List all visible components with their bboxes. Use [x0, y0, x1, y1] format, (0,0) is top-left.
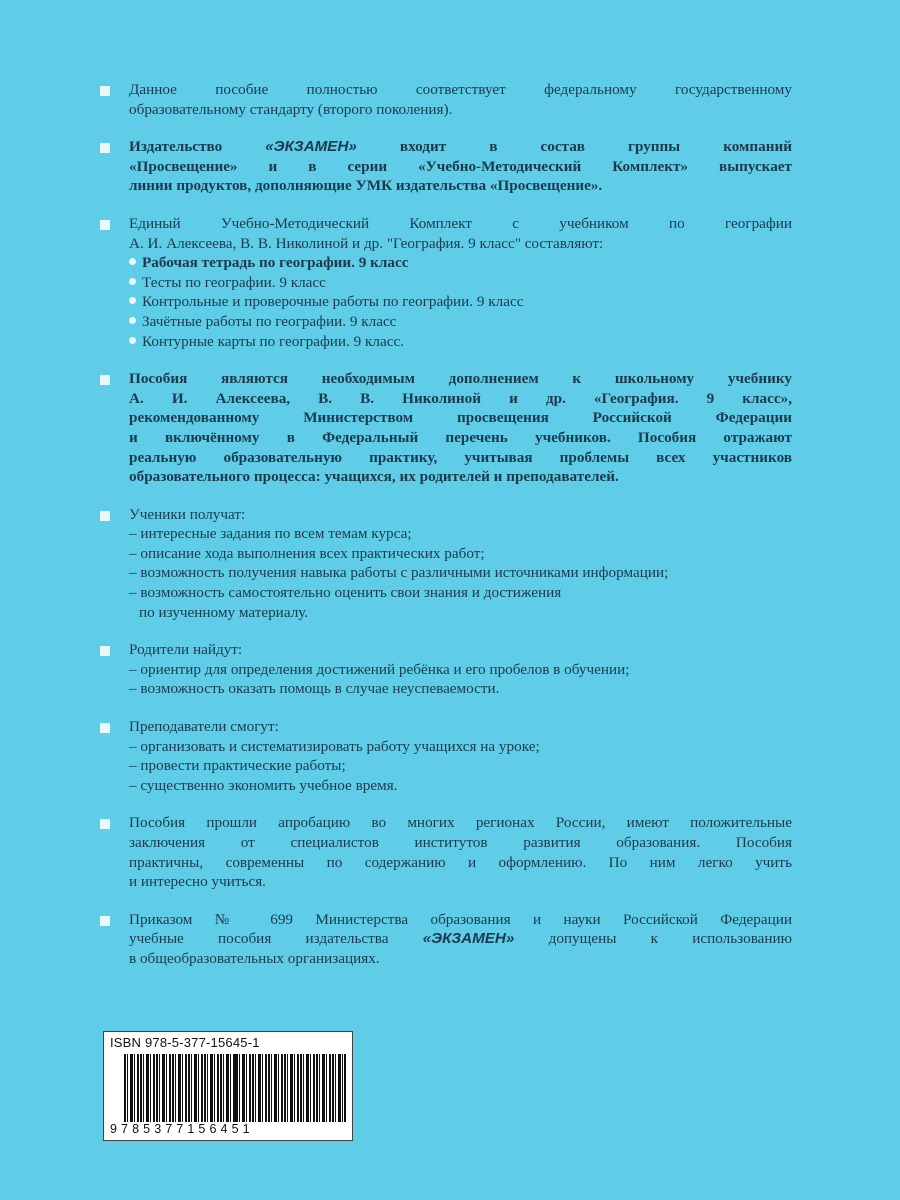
text-line: А. И. Алексеева, В. В. Николиной и др. «География. 9 класс», [129, 389, 792, 407]
text-line: рекомендованному Министерством просвещения Российской Федерации [129, 409, 792, 427]
list-item: – возможность получения навыка работы с различными источниками информации; [129, 564, 669, 582]
section-students [100, 505, 792, 623]
text-fragment: входит в состав группы компаний [356, 138, 792, 156]
list-item: – организовать и систематизировать работу учащихся на уроке; [129, 737, 540, 755]
text-line: Единый Учебно-Методический Комплект с учебником по географии [129, 214, 792, 232]
list-item [129, 273, 792, 293]
square-bullet-icon [100, 916, 110, 926]
publisher-brand: «ЭКЗАМЕН» [265, 138, 357, 156]
list-item-label: Рабочая тетрадь по географии. 9 класс [142, 254, 409, 272]
round-bullet-icon [129, 337, 136, 344]
section-supplement [100, 369, 792, 487]
cover-text [100, 80, 792, 987]
section-heading: Преподаватели смогут: [129, 718, 279, 736]
isbn-label: ISBN 978-5-377-15645-1 [110, 1035, 260, 1050]
list-item [129, 312, 792, 332]
list-item: – существенно экономить учебное время. [129, 776, 398, 794]
list-item-label: Контрольные и проверочные работы по географии. 9 класс [142, 293, 524, 311]
list-item-label: Контурные карты по географии. 9 класс. [142, 332, 405, 350]
barcode-digits: 9785377156451 [110, 1122, 350, 1136]
text-line: в общеобразовательных организациях. [129, 949, 380, 967]
text-line: заключения от специалистов институтов развития образования. Пособия [129, 834, 792, 851]
section-umk-list [100, 214, 792, 351]
list-item-label: Тесты по географии. 9 класс [142, 273, 326, 291]
publisher-brand: «ЭКЗАМЕН» [422, 930, 515, 948]
barcode-guard-right [344, 1054, 346, 1132]
square-bullet-icon [100, 819, 110, 829]
text-line: линии продуктов, дополняющие УМК издательства «Просвещение». [129, 177, 603, 195]
section-heading: Ученики получат: [129, 505, 246, 523]
section-standard [100, 80, 792, 119]
barcode [110, 1054, 346, 1136]
section-publisher [100, 137, 792, 196]
list-item: – возможность оказать помощь в случае неуспеваемости. [129, 680, 500, 698]
text-fragment: учебные пособия издательства [129, 930, 423, 948]
section-teachers [100, 717, 792, 795]
round-bullet-icon [129, 297, 136, 304]
text-fragment: Издательство [129, 138, 266, 156]
round-bullet-icon [129, 317, 136, 324]
list-item: – описание хода выполнения всех практических работ; [129, 544, 485, 562]
text-line: практичны, современны по содержанию и оформлению. По ним легко учить [129, 853, 792, 871]
section-order [100, 910, 792, 969]
section-heading: Родители найдут: [129, 641, 243, 659]
square-bullet-icon [100, 646, 110, 656]
text-line: образовательного процесса: учащихся, их родителей и преподавателей. [129, 468, 619, 486]
section-parents [100, 640, 792, 699]
round-bullet-icon [129, 258, 136, 265]
square-bullet-icon [100, 143, 110, 153]
round-bullet-icon [129, 278, 136, 285]
list-item-continuation: по изученному материалу. [139, 603, 309, 621]
text-line: Данное пособие полностью соответствует федеральному государственному [129, 81, 792, 98]
list-item [129, 292, 792, 312]
list-item [129, 253, 792, 273]
list-item: – интересные задания по всем темам курса; [129, 525, 412, 543]
square-bullet-icon [100, 511, 110, 521]
square-bullet-icon [100, 375, 110, 385]
text-line: Приказом № 699 Министерства образования и науки Российской Федерации [129, 910, 792, 928]
square-bullet-icon [100, 220, 110, 230]
text-line [129, 929, 792, 949]
text-line: образовательному стандарту (второго поколения). [129, 100, 453, 118]
text-line: и включённому в Федеральный перечень учебников. Пособия отражают [129, 428, 792, 446]
list-item: – провести практические работы; [129, 757, 346, 775]
section-approbation [100, 813, 792, 891]
square-bullet-icon [100, 723, 110, 733]
list-item: – ориентир для определения достижений ребёнка и его пробелов в обучении; [129, 660, 630, 678]
text-line: А. И. Алексеева, В. В. Николиной и др. "География. 9 класс" составляют: [129, 234, 604, 252]
text-fragment: допущены к использованию [514, 930, 793, 948]
text-line [129, 137, 792, 157]
text-line: и интересно учиться. [129, 873, 266, 891]
text-line: «Просвещение» и в серии «Учебно-Методический Комплект» выпускает [129, 157, 792, 175]
barcode-guard-left [124, 1054, 126, 1132]
square-bullet-icon [100, 86, 110, 96]
text-line: реальную образовательную практику, учитывая проблемы всех участников [129, 448, 792, 466]
list-item-label: Зачётные работы по географии. 9 класс [142, 312, 397, 330]
isbn-barcode-box [103, 1031, 353, 1141]
text-line: Пособия являются необходимым дополнением к школьному учебнику [129, 370, 792, 388]
list-item [129, 332, 792, 352]
text-line: Пособия прошли апробацию во многих регионах России, имеют положительные [129, 814, 792, 832]
barcode-guard-center [234, 1054, 236, 1132]
list-item: – возможность самостоятельно оценить свои знания и достижения [129, 584, 562, 602]
